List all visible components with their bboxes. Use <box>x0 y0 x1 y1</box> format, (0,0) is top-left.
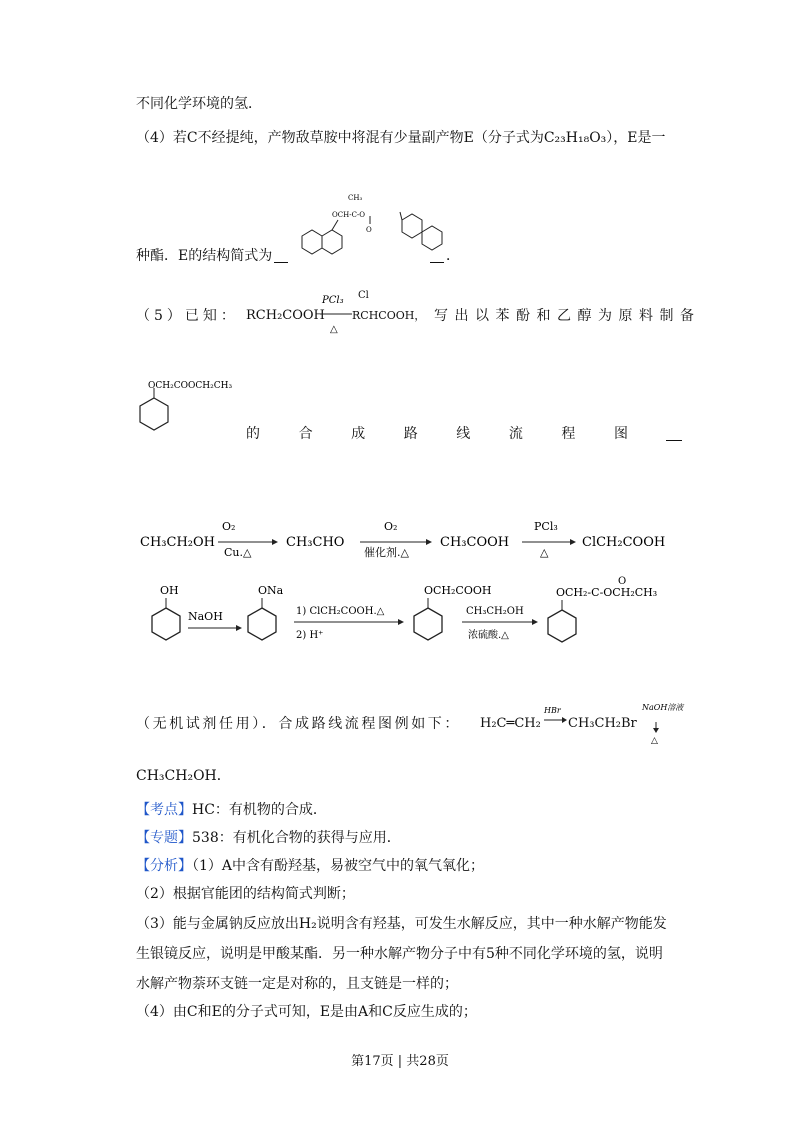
hbr-label: HBr <box>544 706 561 715</box>
char-7: 程 <box>561 426 576 442</box>
zhuanti-tag: 【专题】 <box>136 830 192 846</box>
known-reaction-reactant: RCH₂COOH <box>246 308 325 323</box>
analysis-line-3: （3）能与金属钠反应放出H₂说明含有羟基，可发生水解反应，其中一种水解产物能发 <box>136 916 667 932</box>
analysis-line-2: （2）根据官能团的结构简式判断； <box>136 886 355 902</box>
scheme-r5-top: 1) ClCH₂COOH.△ <box>296 606 385 617</box>
char-8: 图 <box>613 426 628 442</box>
preparation-question: 写出以苯酚和乙醇为原料制备 <box>434 308 701 324</box>
text-line-3-end <box>428 246 460 266</box>
scheme-ethanol: CH₃CH₂OH <box>140 535 215 550</box>
scheme-phenol-oh: OH <box>160 584 179 597</box>
text-line-7: CH₃CH₂OH． <box>136 768 231 784</box>
chloro-label: Cl <box>358 290 369 301</box>
scheme-r2-top: O₂ <box>384 520 398 533</box>
text-line-3 <box>136 246 290 266</box>
ester-chain-label: OCH-C-O <box>332 211 366 219</box>
answer-blank-line5 <box>664 424 684 444</box>
known-label: （5）已知： <box>136 308 239 324</box>
known-reaction-product: RCHCOOH， <box>352 309 426 322</box>
kaodian-tag: 【考点】 <box>136 802 192 818</box>
example-arrow-naoh <box>640 700 700 744</box>
scheme-acetic-acid: CH₃COOH <box>440 535 510 550</box>
kaodian-line <box>136 800 327 820</box>
zhuanti-text: 538：有机化合物的获得与应用． <box>192 830 401 846</box>
heat-label: △ <box>330 324 338 335</box>
analysis-line-5: 水解产物萘环支链一定是对称的，且支链是一样的； <box>136 976 458 992</box>
page-footer: 第17页 | 共28页 <box>351 1054 449 1069</box>
scheme-final-ester-sub: OCH₂-C-OCH₂CH₃ <box>556 586 658 599</box>
example-intermediate: CH₃CH₂Br <box>568 716 637 731</box>
analysis-line-4: 生银镜反应，说明是甲酸某酯．另一种水解产物分子中有5种不同化学环境的氢，说明 <box>136 946 663 962</box>
target-compound-label: OCH₂COOCH₂CH₃ <box>148 381 233 391</box>
answer-blank-end <box>430 248 444 263</box>
answer-blank-start <box>274 248 288 263</box>
kaodian-text: HC：有机物的合成． <box>192 802 327 818</box>
text-line-6: （无机试剂任用）．合成路线流程图例如下： <box>136 716 461 732</box>
target-compound-image <box>134 376 254 438</box>
scheme-chloroacetic-acid: ClCH₂COOH <box>582 535 666 550</box>
ester-question-end: ． <box>446 248 460 264</box>
scheme-r3-top: PCl₃ <box>534 520 558 533</box>
scheme-final-carbonyl-o: O <box>618 576 627 587</box>
ester-ch3-label: CH₃ <box>348 194 363 202</box>
example-arrow-hbr <box>542 704 570 732</box>
scheme-r2-bot: 催化剂.△ <box>364 546 409 559</box>
char-5: 线 <box>456 426 471 442</box>
naoh-label: NaOH溶液 <box>642 703 684 712</box>
scheme-phenoxide-ona: ONa <box>258 584 284 597</box>
fenxi-line <box>136 856 484 876</box>
char-4: 路 <box>403 426 418 442</box>
synthesis-scheme-image <box>136 516 676 666</box>
scheme-r4-top: NaOH <box>188 610 223 623</box>
char-3: 成 <box>351 426 366 442</box>
text-line-4 <box>136 306 239 326</box>
ester-question-text: 种酯．E的结构简式为 <box>136 248 273 264</box>
char-6: 流 <box>508 426 523 442</box>
text-line-1: 不同化学环境的氢． <box>136 96 262 112</box>
char-2: 合 <box>298 426 313 442</box>
heat-label-2: △ <box>651 736 658 744</box>
pcl3-reagent-label: PCl₃ <box>322 295 344 306</box>
scheme-r1-top: O₂ <box>222 520 236 533</box>
example-reactant: H₂C═CH₂ <box>480 716 541 731</box>
scheme-r6-bot: 浓硫酸.△ <box>468 630 509 641</box>
analysis-line-6: （4）由C和E的分子式可知，E是由A和C反应生成的； <box>136 1004 477 1020</box>
char-1: 的 <box>246 426 260 442</box>
fenxi-tag: 【分析】 <box>136 858 192 874</box>
scheme-r3-bot: △ <box>540 546 549 559</box>
scheme-acetaldehyde: CH₃CHO <box>286 535 345 550</box>
fenxi-text: （1）A中含有酚羟基，易被空气中的氧气氧化； <box>192 858 485 874</box>
scheme-r5-bot: 2) H⁺ <box>296 630 324 641</box>
scheme-r6-top: CH₃CH₂OH <box>466 606 524 617</box>
zhuanti-line <box>136 828 401 848</box>
scheme-r1-bot: Cu.△ <box>224 546 252 559</box>
text-line-5 <box>246 424 628 444</box>
scheme-phenoxyacetic-sub: OCH₂COOH <box>424 584 492 597</box>
ester-carbonyl-o: O <box>366 226 372 234</box>
text-line-2: （4）若C不经提纯，产物敌草胺中将混有少量副产物E（分子式为C₂₃H₁₈O₃），E是一 <box>136 130 666 146</box>
